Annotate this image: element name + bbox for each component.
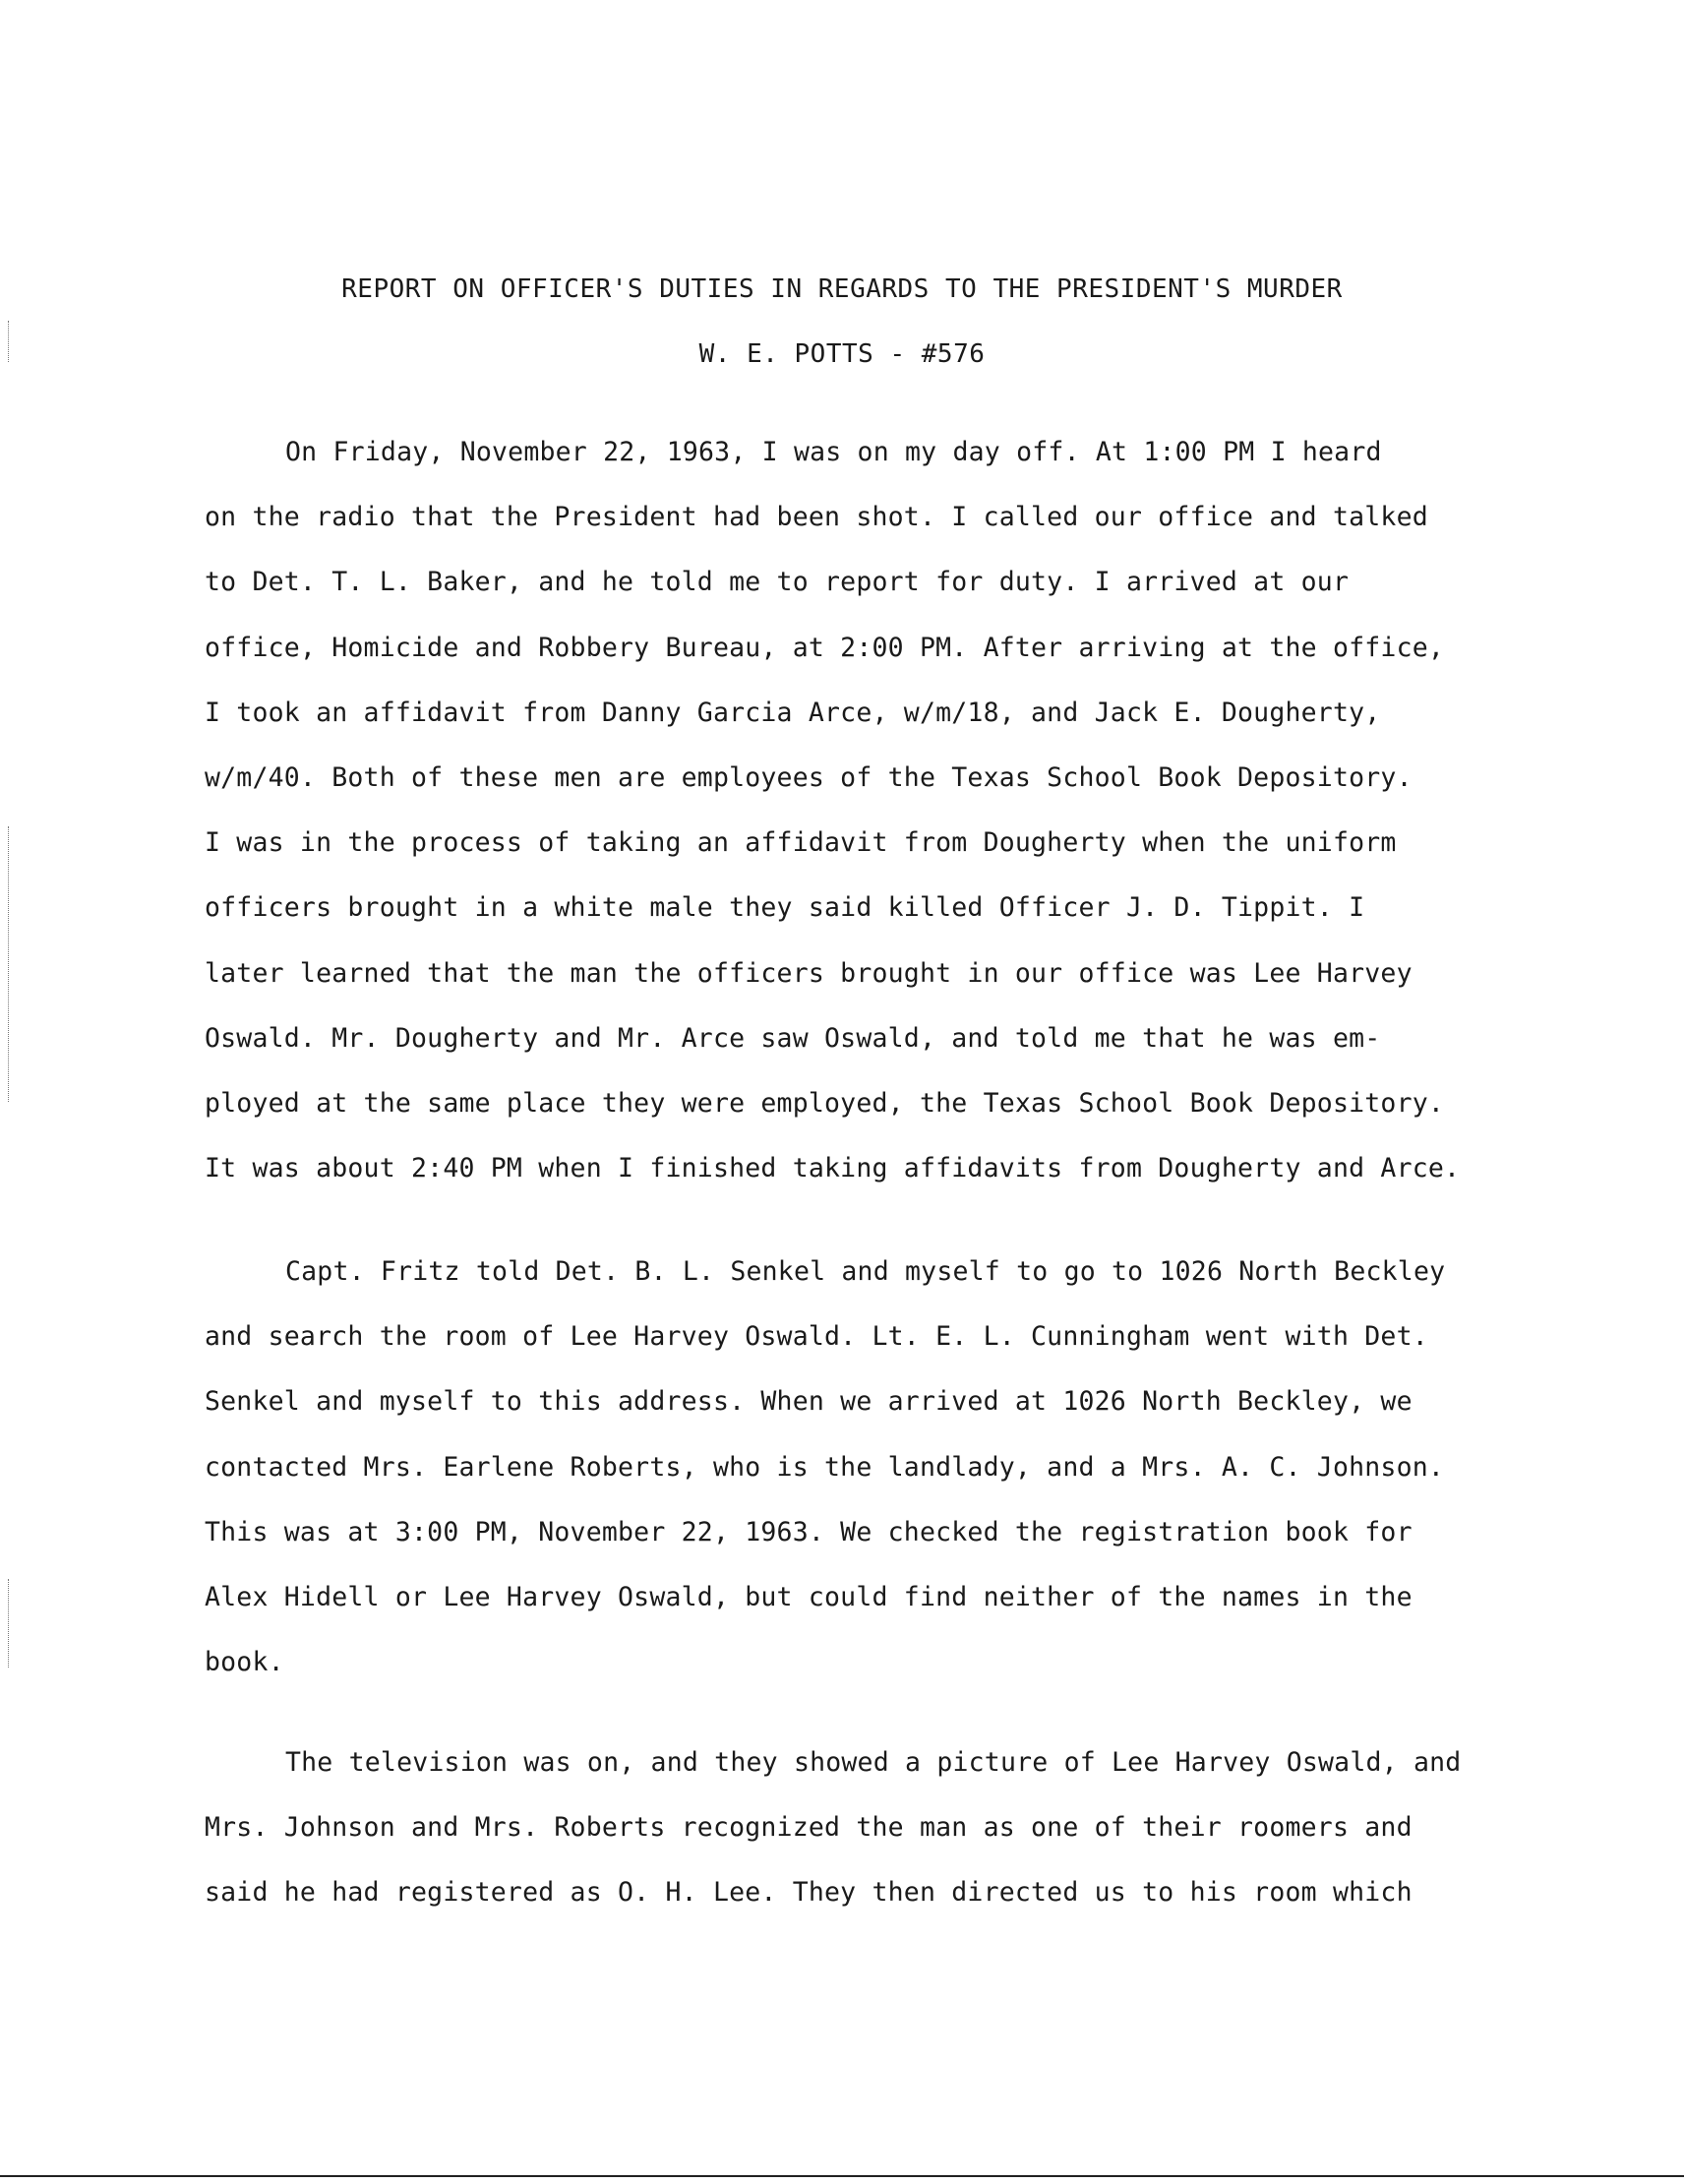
text-line: officers brought in a white male they said killed Officer J. D. Tippit. I bbox=[205, 892, 1365, 924]
text-line: w/m/40. Both of these men are employees of the Texas School Book Depository. bbox=[205, 761, 1413, 793]
text-line: I was in the process of taking an affidavit from Dougherty when the uniform bbox=[205, 827, 1397, 859]
text-line: office, Homicide and Robbery Bureau, at 2:00 PM. After arriving at the office, bbox=[205, 632, 1445, 663]
text-line: book. bbox=[205, 1647, 284, 1678]
text-line: Alex Hidell or Lee Harvey Oswald, but could find neither of the names in the bbox=[205, 1581, 1413, 1612]
text-line: ployed at the same place they were employed, the Texas School Book Depository. bbox=[205, 1087, 1445, 1119]
text-line: said he had registered as O. H. Lee. They then directed us to his room which bbox=[205, 1877, 1413, 1909]
report-title: REPORT ON OFFICER'S DUTIES IN REGARDS TO THE PRESIDENT'S MURDER bbox=[341, 274, 1343, 304]
text-line: Mrs. Johnson and Mrs. Roberts recognized the man as one of their roomers and bbox=[205, 1812, 1413, 1844]
text-line: On Friday, November 22, 1963, I was on my day off. At 1:00 PM I heard bbox=[285, 437, 1382, 467]
text-line: Senkel and myself to this address. When we arrived at 1026 North Beckley, we bbox=[205, 1386, 1413, 1418]
text-line: The television was on, and they showed a picture of Lee Harvey Oswald, and bbox=[285, 1747, 1462, 1778]
margin-mark bbox=[8, 826, 11, 1102]
text-line: on the radio that the President had been shot. I called our office and talked bbox=[205, 502, 1428, 533]
text-line: and search the room of Lee Harvey Oswald. Lt. E. L. Cunningham went with Det. bbox=[205, 1321, 1428, 1353]
text-line: to Det. T. L. Baker, and he told me to report for duty. I arrived at our bbox=[205, 567, 1350, 598]
text-line: later learned that the man the officers brought in our office was Lee Harvey bbox=[205, 957, 1413, 989]
text-line: Oswald. Mr. Dougherty and Mr. Arce saw Oswald, and told me that he was em- bbox=[205, 1022, 1381, 1054]
text-line: Capt. Fritz told Det. B. L. Senkel and myself to go to 1026 North Beckley bbox=[285, 1256, 1446, 1287]
paragraph-1 bbox=[205, 420, 1493, 1201]
text-line: This was at 3:00 PM, November 22, 1963. We checked the registration book for bbox=[205, 1516, 1413, 1547]
report-byline: W. E. POTTS - #576 bbox=[698, 339, 986, 369]
page-bottom-edge bbox=[0, 2175, 1684, 2177]
paragraph-3 bbox=[205, 1730, 1493, 1926]
paragraph-2 bbox=[205, 1240, 1493, 1695]
text-line: It was about 2:40 PM when I finished taking affidavits from Dougherty and Arce. bbox=[205, 1153, 1461, 1184]
text-line: I took an affidavit from Danny Garcia Arce, w/m/18, and Jack E. Dougherty, bbox=[205, 697, 1381, 728]
text-line: contacted Mrs. Earlene Roberts, who is the landlady, and a Mrs. A. C. Johnson. bbox=[205, 1451, 1445, 1483]
margin-mark bbox=[8, 1579, 11, 1668]
